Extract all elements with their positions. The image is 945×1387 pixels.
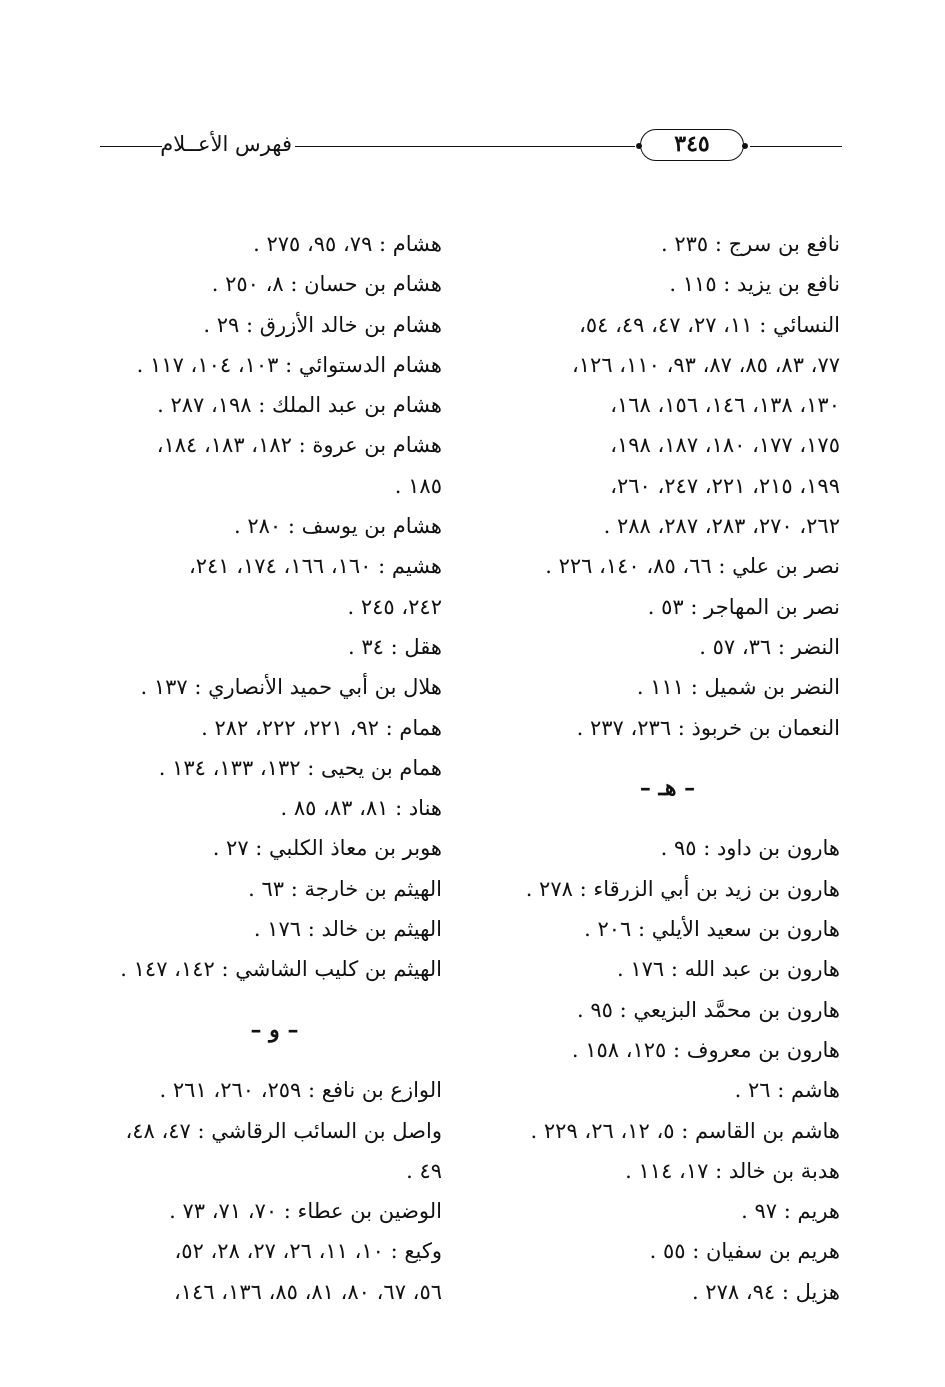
index-entry: هشيم : ١٦٠، ١٦٦، ١٧٤، ٢٤١، — [188, 554, 442, 579]
page-number-badge: ٣٤٥ — [640, 129, 744, 161]
index-entry: الوضين بن عطاء : ٧٠، ٧١، ٧٣ . — [169, 1199, 442, 1224]
index-entry: ١٣٠، ١٣٨، ١٤٦، ١٥٦، ١٦٨، — [610, 393, 840, 418]
index-entry: هشام بن يوسف : ٢٨٠ . — [233, 514, 442, 539]
index-entry: نافع بن يزيد : ١١٥ . — [669, 272, 840, 297]
section-heading: – هـ – — [639, 774, 696, 801]
index-entry: وكيع : ١٠، ١١، ٢٦، ٢٧، ٢٨، ٥٢، — [174, 1239, 442, 1264]
index-entry: ١٧٥، ١٧٧، ١٨٠، ١٨٧، ١٩٨، — [610, 433, 840, 458]
index-entry: النضر : ٣٦، ٥٧ . — [699, 634, 840, 659]
index-entry: نصر بن المهاجر : ٥٣ . — [647, 594, 840, 619]
index-entry: هشام بن عبد الملك : ١٩٨، ٢٨٧ . — [157, 393, 442, 418]
header-rule-left — [100, 146, 162, 147]
index-entry: النسائي : ١١، ٢٧، ٤٧، ٤٩، ٥٤، — [579, 312, 840, 337]
index-entry: هارون بن داود : ٩٥ . — [660, 836, 840, 861]
index-entry: هاشم بن القاسم : ٥، ١٢، ٢٦، ٢٢٩ . — [530, 1118, 840, 1143]
page-header — [100, 128, 842, 164]
index-entry: همام بن يحيى : ١٣٢، ١٣٣، ١٣٤ . — [158, 755, 442, 780]
index-entry: هشام : ٧٩، ٩٥، ٢٧٥ . — [253, 232, 442, 256]
index-entry: ٧٧، ٨٣، ٨٥، ٨٧، ٩٣، ١١٠، ١٢٦، — [572, 352, 840, 377]
index-entry: النعمان بن خربوذ : ٢٣٦، ٢٣٧ . — [576, 715, 840, 740]
index-entry: ٥٦، ٦٧، ٨٠، ٨١، ٨٥، ١٣٦، ١٤٦، — [174, 1279, 442, 1304]
index-entry: هدبة بن خالد : ١٧، ١١٤ . — [625, 1158, 840, 1183]
index-entry: الهيثم بن كليب الشاشي : ١٤٢، ١٤٧ . — [120, 957, 442, 982]
index-entry: هريم بن سفيان : ٥٥ . — [649, 1239, 840, 1264]
index-entry: هشام الدستوائي : ١٠٣، ١٠٤، ١١٧ . — [136, 352, 442, 377]
index-entry: هقل : ٣٤ . — [348, 634, 442, 659]
index-entry: هشام بن خالد الأزرق : ٢٩ . — [203, 312, 442, 337]
index-entry: هشام بن حسان : ٨، ٢٥٠ . — [211, 272, 442, 297]
index-entry: هشام بن عروة : ١٨٢، ١٨٣، ١٨٤، — [156, 433, 442, 458]
index-entry: هلال بن أبي حميد الأنصاري : ١٣٧ . — [140, 675, 442, 700]
index-column-right — [495, 224, 840, 1312]
index-entry: هارون بن سعيد الأيلي : ٢٠٦ . — [584, 917, 840, 942]
section-heading: – و – — [250, 1016, 299, 1043]
index-entry: ٢٦٢، ٢٧٠، ٢٨٣، ٢٨٧، ٢٨٨ . — [603, 514, 840, 539]
index-entry: واصل بن السائب الرقاشي : ٤٧، ٤٨، — [125, 1118, 442, 1143]
index-entry: هناد : ٨١، ٨٣، ٨٥ . — [280, 796, 442, 821]
index-entry: هارون بن معروف : ١٢٥، ١٥٨ . — [571, 1037, 840, 1062]
index-entry: الوازع بن نافع : ٢٥٩، ٢٦٠، ٢٦١ . — [159, 1078, 442, 1103]
index-entry: همام : ٩٢، ٢٢١، ٢٢٢، ٢٨٢ . — [201, 715, 442, 740]
index-entry: الهيثم بن خالد : ١٧٦ . — [253, 917, 442, 942]
index-entry: هوبر بن معاذ الكلبي : ٢٧ . — [212, 836, 442, 861]
index-entry: ١٩٩، ٢١٥، ٢٢١، ٢٤٧، ٢٦٠، — [610, 473, 840, 498]
index-entry: نافع بن سرج : ٢٣٥ . — [660, 232, 840, 256]
index-entry: هريم : ٩٧ . — [741, 1199, 840, 1224]
header-title: فهرس الأعــلام — [160, 132, 292, 156]
index-entry: هارون بن زيد بن أبي الزرقاء : ٢٧٨ . — [525, 876, 840, 901]
index-entry: نصر بن علي : ٦٦، ٨٥، ١٤٠، ٢٢٦ . — [545, 554, 840, 579]
index-entry: النضر بن شميل : ١١١ . — [636, 675, 840, 700]
index-entry: هزيل : ٩٤، ٢٧٨ . — [691, 1279, 840, 1304]
index-entry: الهيثم بن خارجة : ٦٣ . — [248, 876, 442, 901]
index-entry: هارون بن عبد الله : ١٧٦ . — [617, 957, 840, 982]
index-entry: ٢٤٢، ٢٤٥ . — [347, 594, 442, 619]
index-entry: ١٨٥ . — [394, 473, 442, 498]
header-rule-middle — [295, 146, 635, 147]
index-entry: هارون بن محمَّد البزيعي : ٩٥ . — [577, 997, 840, 1022]
index-entry: ٤٩ . — [406, 1158, 442, 1183]
index-entry: هاشم : ٢٦ . — [734, 1078, 840, 1103]
index-column-left — [107, 224, 442, 1312]
header-rule-right — [750, 146, 842, 147]
